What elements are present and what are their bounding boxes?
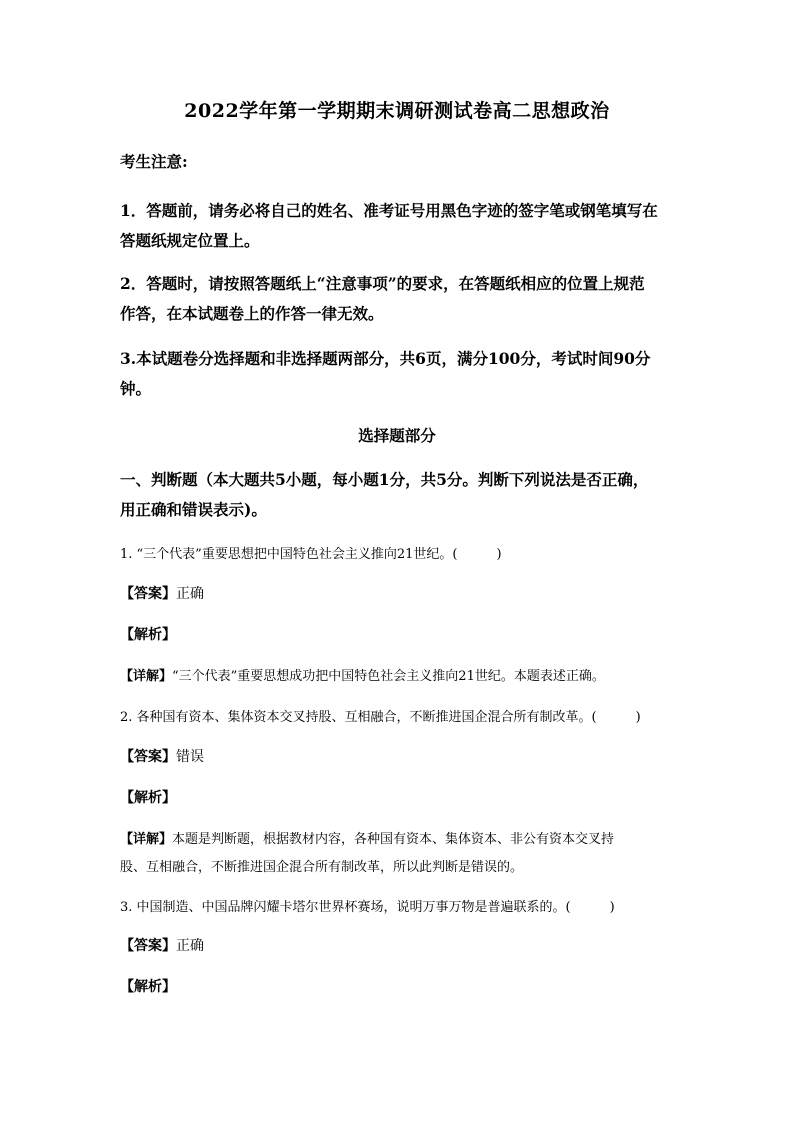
page-title: 2022学年第一学期期末调研测试卷高二思想政治 [184,100,610,122]
part-1-heading-line-2: 用正确和错误表示)。 [120,500,267,519]
notice-heading: 考生注意: [120,152,188,171]
part-1-heading-line-1: 一、判断题（本大题共5小题，每小题1分，共5分。判断下列说法是否正确， [120,470,649,489]
answer-tag: 【答案】 [120,749,176,765]
notice-item-1-line-2: 答题纸规定位置上。 [120,231,260,250]
question-1-answer [120,583,204,603]
question-1-detail [120,665,605,684]
notice-item-2-line-2: 作答，在本试题卷上的作答一律无效。 [120,304,384,323]
detail-tag: 【详解】 [120,832,173,847]
detail-tag: 【详解】 [120,669,173,684]
detail-text: “三个代表”重要思想成功把中国特色社会主义推向21世纪。本题表述正确。 [172,669,605,684]
question-2-detail-line-2: 股、互相融合，不断推进国企混合所有制改革，所以此判断是错误的。 [120,860,524,875]
question-3-analysis-tag: 【解析】 [120,979,176,995]
question-2: 2. 各种国有资本、集体资本交叉持股、互相融合，不断推进国企混合所有制改革。( ) [120,710,641,725]
notice-item-3-line-2: 钟。 [120,379,152,398]
question-2-answer [120,746,204,766]
detail-text: 本题是判断题，根据教材内容，各种国有资本、集体资本、非公有资本交叉持 [172,832,615,847]
question-3-answer [120,935,204,955]
notice-item-3-line-1: 3.本试题卷分选择题和非选择题两部分，共6页，满分100分，考试时间90分 [120,349,651,368]
section-title: 选择题部分 [358,426,436,445]
question-3: 3. 中国制造、中国品牌闪耀卡塔尔世界杯赛场，说明万事万物是普遍联系的。( ) [120,900,615,915]
question-1: 1. “三个代表”重要思想把中国特色社会主义推向21世纪。( ) [120,547,502,562]
question-2-detail-line-1 [120,828,614,847]
question-1-analysis-tag: 【解析】 [120,627,176,643]
notice-item-2-line-1: 2．答题时，请按照答题纸上“注意事项”的要求，在答题纸相应的位置上规范 [120,274,645,293]
notice-item-1-line-1: 1．答题前，请务必将自己的姓名、准考证号用黑色字迹的签字笔或钢笔填写在 [120,201,658,220]
answer-value: 正确 [176,938,204,954]
answer-tag: 【答案】 [120,938,176,954]
answer-value: 正确 [176,586,204,602]
answer-value: 错误 [176,749,204,765]
question-2-analysis-tag: 【解析】 [120,790,176,806]
answer-tag: 【答案】 [120,586,176,602]
